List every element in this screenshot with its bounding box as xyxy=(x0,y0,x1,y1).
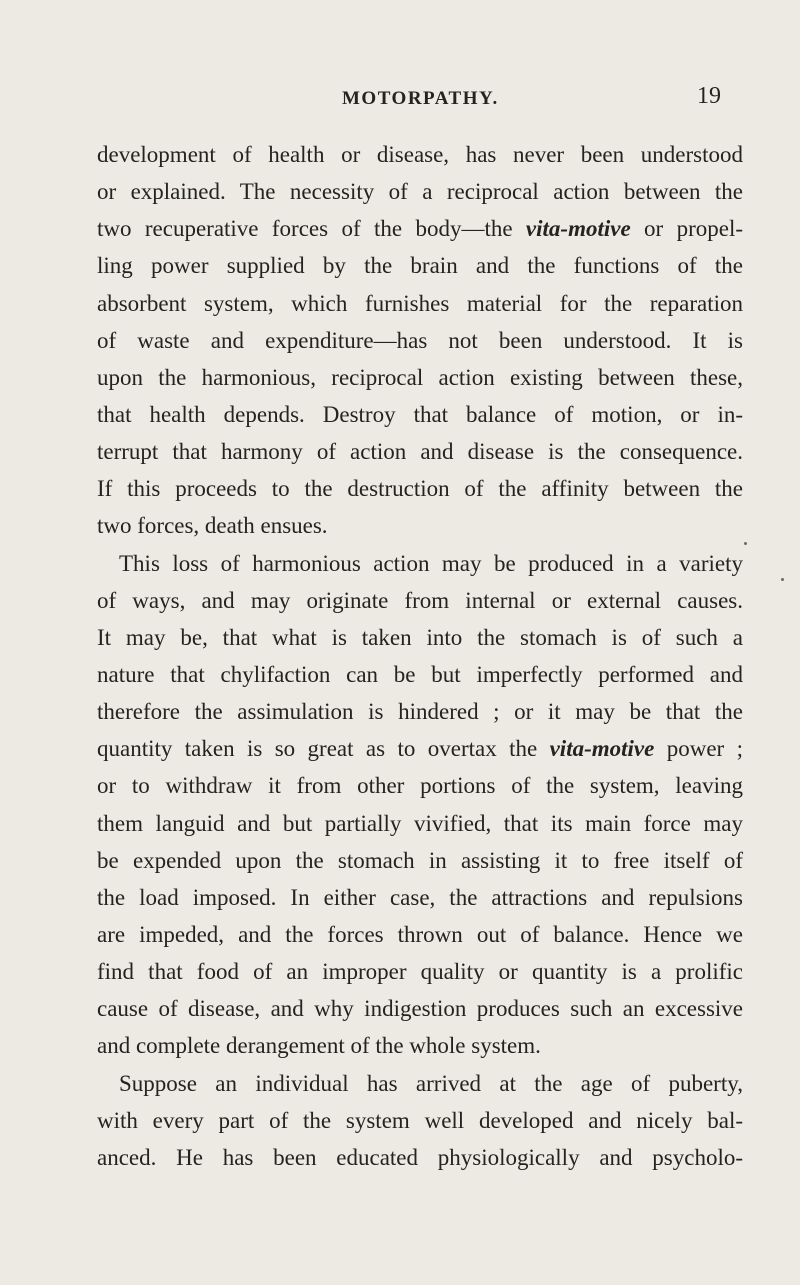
text-line: with every part of the system well developed and nicely bal- xyxy=(97,1107,743,1133)
text-line: them languid and but partially vivified, that its main force may xyxy=(97,810,743,836)
text-line: find that food of an improper quality or quantity is a prolific xyxy=(97,959,743,985)
text-line: or explained. The necessity of a reciprocal action between the xyxy=(97,179,743,205)
text-line: or to withdraw it from other portions of the system, leaving xyxy=(97,773,743,799)
page-number: 19 xyxy=(697,83,721,109)
text-line: It may be, that what is taken into the stomach is of such a xyxy=(97,624,743,650)
text-line: development of health or disease, has never been understood xyxy=(97,142,743,167)
text-line: of ways, and may originate from internal or external causes. xyxy=(97,587,743,613)
italic-term: vita-motive xyxy=(549,736,655,762)
text-line: upon the harmonious, reciprocal action existing between these, xyxy=(97,364,743,390)
text-line: terrupt that harmony of action and disease is the consequence. xyxy=(97,439,743,465)
text-line: therefore the assimulation is hindered ; or it may be that the xyxy=(97,699,743,725)
text-run: two recuperative forces of the body—the xyxy=(97,216,526,242)
italic-term: vita-motive xyxy=(525,216,631,242)
text-run: quantity taken is so great as to overtax the xyxy=(97,736,550,762)
paper-speck xyxy=(744,542,747,545)
paper-speck xyxy=(781,578,784,581)
page-header xyxy=(0,83,800,114)
text-line: This loss of harmonious action may be produced in a variety xyxy=(119,550,743,576)
running-head: MOTORPATHY. xyxy=(342,88,499,109)
text-line: be expended upon the stomach in assisting it to free itself of xyxy=(97,847,743,873)
text-line xyxy=(97,210,743,247)
text-line: of waste and expenditure—has not been understood. It is xyxy=(97,327,743,353)
text-line: the load imposed. In either case, the attractions and repulsions xyxy=(97,884,743,910)
text-line: absorbent system, which furnishes material for the reparation xyxy=(97,290,743,316)
text-line: anced. He has been educated physiologically and psycholo- xyxy=(97,1144,743,1170)
text-line: that health depends. Destroy that balance of motion, or in- xyxy=(97,401,743,427)
text-line: Suppose an individual has arrived at the age of puberty, xyxy=(119,1070,743,1096)
text-line: nature that chylifaction can be but imperfectly performed and xyxy=(97,661,743,687)
text-line: ling power supplied by the brain and the functions of the xyxy=(97,253,743,279)
text-run: or propel- xyxy=(630,216,743,242)
body-text xyxy=(97,136,743,1176)
text-line: are impeded, and the forces thrown out of balance. Hence we xyxy=(97,921,743,947)
text-line: two forces, death ensues. xyxy=(97,513,328,539)
text-run: power ; xyxy=(654,736,743,762)
text-line: If this proceeds to the destruction of the affinity between the xyxy=(97,476,743,502)
text-line: cause of disease, and why indigestion produces such an excessive xyxy=(97,996,743,1022)
text-line: and complete derangement of the whole system. xyxy=(97,1033,541,1059)
text-line xyxy=(97,730,743,767)
